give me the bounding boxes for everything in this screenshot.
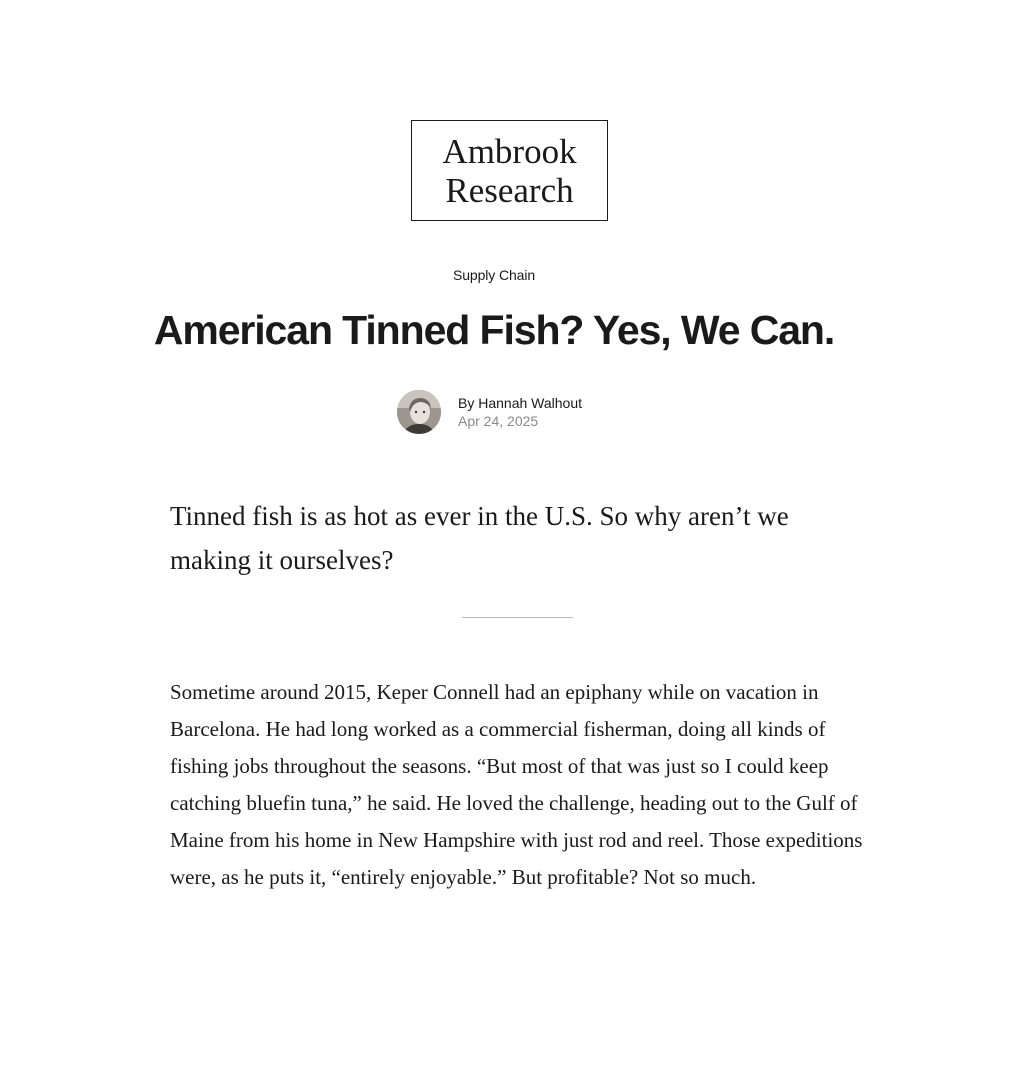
article-paragraph: Sometime around 2015, Keper Connell had an epiphany while on vacation in Barcelona. He had long worked as a commercial fisherman, doing all kinds of fishing jobs throughout the seasons. “But most of that was just so I could keep catching bluefin tuna,” he said. He loved the challenge, heading out to the Gulf of Maine from his home in New Hampshire with just rod and reel. Those expeditions were, as he puts it, “entirely enjoyable.” But profitable? Not so much. [170, 680, 863, 889]
author-avatar[interactable] [397, 390, 441, 434]
article-title: American Tinned Fish? Yes, We Can. [153, 307, 835, 353]
logo-line-2: Research [445, 170, 574, 210]
publish-date: Apr 24, 2025 [458, 413, 539, 429]
article-category[interactable]: Supply Chain [452, 267, 536, 283]
author-link[interactable]: By Hannah Walhout [458, 395, 582, 411]
article-dek: Tinned fish is as hot as ever in the U.S. So why aren’t we making it ourselves? [170, 501, 789, 575]
logo-line-1: Ambrook [442, 131, 577, 171]
site-logo[interactable] [411, 120, 608, 221]
byline [397, 390, 582, 434]
section-divider [462, 617, 573, 618]
